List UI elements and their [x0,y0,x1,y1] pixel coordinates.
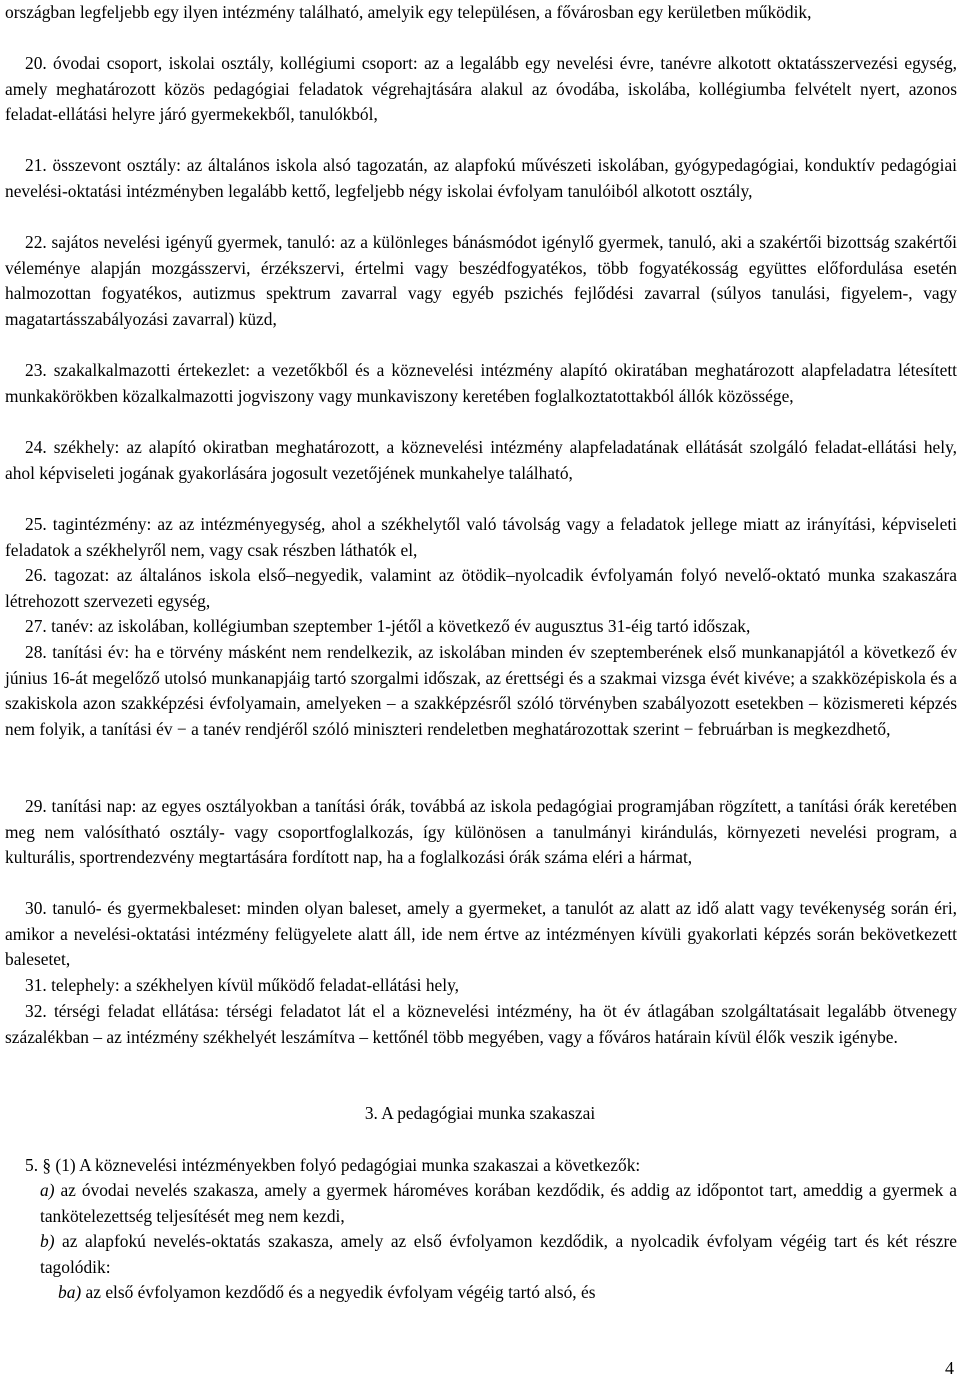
paragraph-30: 30. tanuló- és gyermekbaleset: minden olyan baleset, amely a gyermeket, a tanulót az alatt az idő alatt vagy tevékenység során éri, amikor a nevelési-oktatási intézmény felügyelete alatt áll, ide nem értve az intézményen kívüli gyakorlati képzés során bekövetkezett balesetet, [5,898,957,970]
paragraph-23: 23. szakalkalmazotti értekezlet: a vezetőkből és a köznevelési intézmény alapító okiratában meghatározott alapfeladatra létesített munkakörökben közalkalmazotti jogviszony vagy munkaviszony keretében foglalkoztatottakból állók közössége, [5,360,957,406]
list-item-ba-label: ba) [58,1282,82,1302]
page-number: 4 [945,1358,954,1378]
paragraph-27: 27. tanév: az iskolában, kollégiumban szeptember 1-jétől a következő év augusztus 31-éig tartó időszak, [25,616,751,636]
paragraph-32: 32. térségi feladat ellátása: térségi feladatot lát el a köznevelési intézmény, ha öt év átlagában szolgáltatásait legalább ötvenegy százalékban – az intézmény székhelyét leszámítva – kettőnél több megyében, vagy a főváros határain kívül élők veszik igénybe. [5,1001,957,1047]
list-item-ba [58,1280,957,1306]
list-item-a-text: az óvodai nevelés szakasza, amely a gyermek hároméves korában kezdődik, és addig az időpontot tart, ameddig a gyermek a tankötelezettség teljesítését meg nem kezdi, [40,1180,957,1226]
list-item-ba-text: az első évfolyamon kezdődő és a negyedik évfolyam végéig tartó alsó, és [81,1282,596,1302]
paragraph-20: 20. óvodai csoport, iskolai osztály, kollégiumi csoport: az a legalább egy nevelési évre, tanévre alkotott oktatásszervezési egység, amely meghatározott közös pedagógiai feladatok végrehajtására alakul az óvodába, iskolába, kollégiumba felvételt nyert, azonos feladat-ellátási helyre járó gyermekekből, tanulókból, [5,53,957,125]
paragraph-21: 21. összevont osztály: az általános iskola alsó tagozatán, az alapfokú művészeti iskolában, gyógypedagógiai, konduktív pedagógiai nevelési-oktatási intézményben legalább kettő, legfeljebb négy iskolai évfolyam tanulóiból alkotott osztály, [5,155,957,201]
paragraph-28: 28. tanítási év: ha e törvény másként nem rendelkezik, az iskolában minden év szeptemberének első munkanapjától a következő év június 16-át megelőző utolsó munkanapjáig tartó szorgalmi időszak, az érettségi és a szakmai vizsga évét kivéve; a szakközépiskola és a szakiskola azon szakképzési évfolyamain, amelyeken – a szakképzésről szóló törvényben szabályozott esetekben – közismereti képzés nem folyik, a tanítási év − a tanév rendjéről szóló miniszteri rendeletben meghatározottak szerint − februárban is megkezdhető, [5,642,957,739]
paragraph-24: 24. székhely: az alapító okiratban meghatározott, a köznevelési intézmény alapfeladatának ellátását szolgáló feladat-ellátási hely, ahol képviseleti jogának gyakorlására jogosult vezetőjének munkahelye található, [5,437,957,483]
list-item-b [40,1229,957,1280]
list-item-b-label: b) [40,1231,55,1251]
paragraph-29: 29. tanítási nap: az egyes osztályokban a tanítási órák, továbbá az iskola pedagógiai programjában rögzített, a tanítási órák keretében meg nem valósítható osztály- vagy csoportfoglalkozás, így különösen a tanulmányi kirándulás, környezeti nevelési program, a kulturális, sportrendezvény megtartására fordított nap, ha a foglalkozási órák száma eléri a hármat, [5,796,957,868]
paragraph-continuation: országban legfeljebb egy ilyen intézmény található, amelyik egy településen, a fővárosban egy kerületben működik, [5,2,812,22]
list-item-b-text: az alapfokú nevelés-oktatás szakasza, amely az első évfolyamon kezdődik, a nyolcadik évfolyam végéig tart és két részre tagolódik: [40,1231,957,1277]
paragraph-22: 22. sajátos nevelési igényű gyermek, tanuló: az a különleges bánásmódot igénylő gyermek, tanuló, aki a szakértői bizottság szakértői véleménye alapján mozgásszervi, érzékszervi, értelmi vagy beszédfogyatékos, több fogyatékosság együttes előfordulása esetén halmozottan fogyatékos, autizmus spektrum zavarral vagy egyéb pszichés fejlődési zavarral (súlyos tanulási, figyelem-, vagy magatartásszabályozási zavarral) küzd, [5,232,957,329]
section-heading: 3. A pedagógiai munka szakaszai [364,1103,596,1123]
list-item-a-label: a) [40,1180,55,1200]
paragraph-25: 25. tagintézmény: az az intézményegység, ahol a székhelytől való távolság vagy a feladatok jellege miatt az irányítási, képviseleti feladatok a székhelyről nem, vagy csak részben láthatók el, [5,514,957,560]
paragraph-26: 26. tagozat: az általános iskola első–negyedik, valamint az ötödik–nyolcadik évfolyamán folyó nevelő-oktató munka szakaszára létrehozott szervezeti egység, [5,565,957,611]
paragraph-31: 31. telephely: a székhelyen kívül működő feladat-ellátási hely, [25,975,459,995]
section-5-intro: 5. § (1) A köznevelési intézményekben folyó pedagógiai munka szakaszai a következők: [25,1155,641,1175]
list-item-a [40,1178,957,1229]
